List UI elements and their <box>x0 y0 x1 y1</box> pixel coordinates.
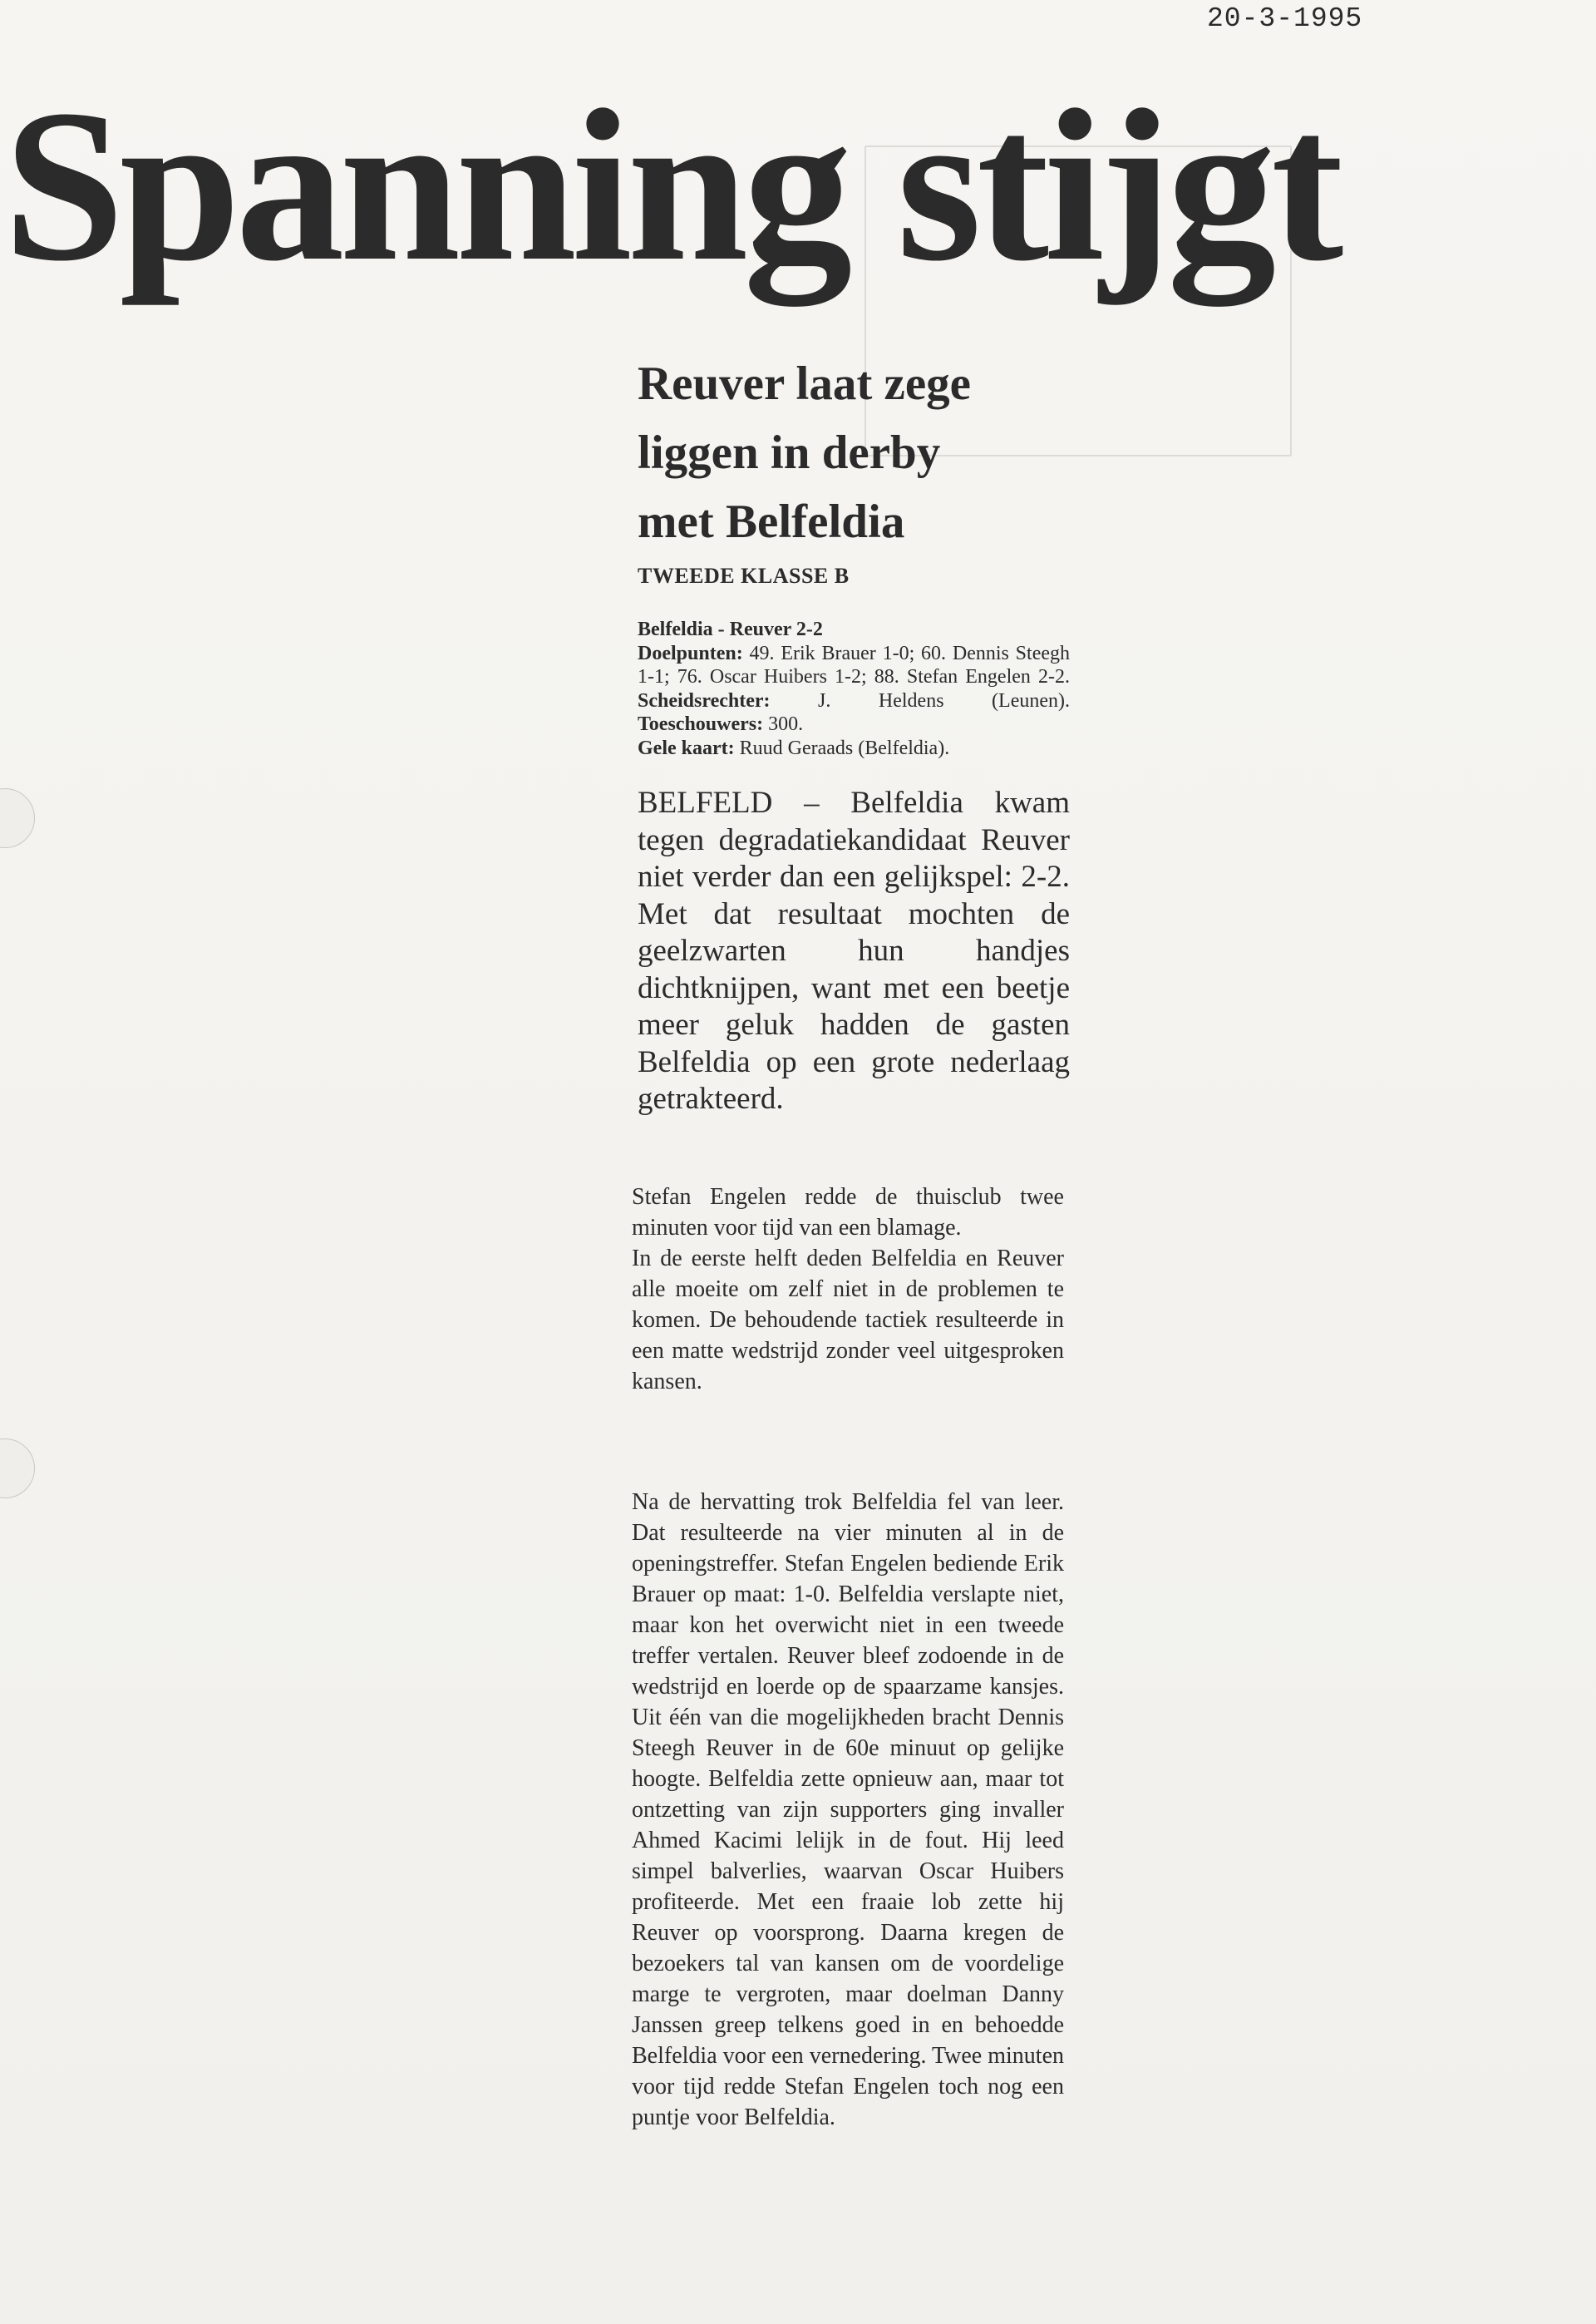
headline: Spanning stijgt <box>3 65 1339 306</box>
clipping-date: 20-3-1995 <box>1207 3 1363 34</box>
referee-label: Scheidsrechter: <box>638 689 771 712</box>
subheadline-line: met Belfeldia <box>638 496 905 548</box>
punch-hole <box>0 1438 35 1498</box>
subheadline-line: liggen in derby <box>638 427 941 479</box>
goals-label: Doelpunten: <box>638 642 743 664</box>
match-result: Belfeldia - Reuver 2-2 <box>638 619 823 640</box>
spectators-label: Toeschouwers: <box>638 713 764 735</box>
match-details <box>638 642 1070 761</box>
subheadline-line: Reuver laat zege <box>638 358 971 410</box>
article-body-top <box>632 1182 1064 1397</box>
article-paragraph: In de eerste helft deden Belfeldia en Reuver alle moeite om zelf niet in de problemen te komen. De behoudende tactiek resulteerde in een matte wedstrijd zonder veel uitgesproken kansen. <box>632 1246 1064 1394</box>
match-facts <box>638 618 1070 760</box>
punch-hole <box>0 788 35 848</box>
subheadline <box>638 349 1103 556</box>
article-body-bottom <box>632 1487 1064 2133</box>
yellow-card-text: Ruud Geraads (Belfeldia). <box>734 737 950 759</box>
yellow-card-label: Gele kaart: <box>638 737 735 759</box>
article-paragraph: Na de hervatting trok Belfeldia fel van leer. Dat resulteerde na vier minuten al in de openingstreffer. Stefan Engelen bediende Erik Brauer op maat: 1-0. Belfeldia verslapte niet, maar kon het overwicht niet in een tweede treffer vertalen. Reuver bleef zodoende in de wedstrijd en loerde op de spaarzame kansjes. Uit één van die mogelijkheden bracht Dennis Steegh Reuver in de 60e minuut op gelijke hoogte. Belfeldia zette opnieuw aan, maar tot ontzetting van zijn supporters ging invaller Ahmed Kacimi lelijk in de fout. Hij leed simpel balverlies, waarvan Oscar Huibers profiteerde. Met een fraaie lob zette hij Reuver op voorsprong. Daarna kregen de bezoekers tal van kansen om de voordelige marge te vergroten, maar doelman Danny Janssen greep telkens goed in en behoedde Belfeldia voor een vernedering. Twee minuten voor tijd redde Stefan Engelen toch nog een puntje voor Belfeldia. <box>632 1489 1064 2130</box>
article-paragraph: Stefan Engelen redde de thuisclub twee minuten voor tijd van een blamage. <box>632 1184 1064 1241</box>
article-lead: BELFELD – Belfeldia kwam tegen degradatiekandidaat Reuver niet verder dan een gelijkspel: 2-2. Met dat resultaat mochten de geelzwarten hun handjes dichtknijpen, want met een beetje meer geluk hadden de gasten Belfeldia op een grote nederlaag getrakteerd. <box>638 786 1070 1116</box>
goals-text: 49. Erik Brauer 1-0; 60. Dennis Steegh 1-1; 76. Oscar Huibers 1-2; 88. Stefan Engelen 2-2. <box>638 642 1070 688</box>
league-kicker: TWEEDE KLASSE B <box>638 564 850 588</box>
referee-text: J. Heldens (Leunen). <box>770 689 1070 712</box>
bleed-through-column-left <box>391 341 623 1355</box>
spectators-text: 300. <box>763 713 804 735</box>
